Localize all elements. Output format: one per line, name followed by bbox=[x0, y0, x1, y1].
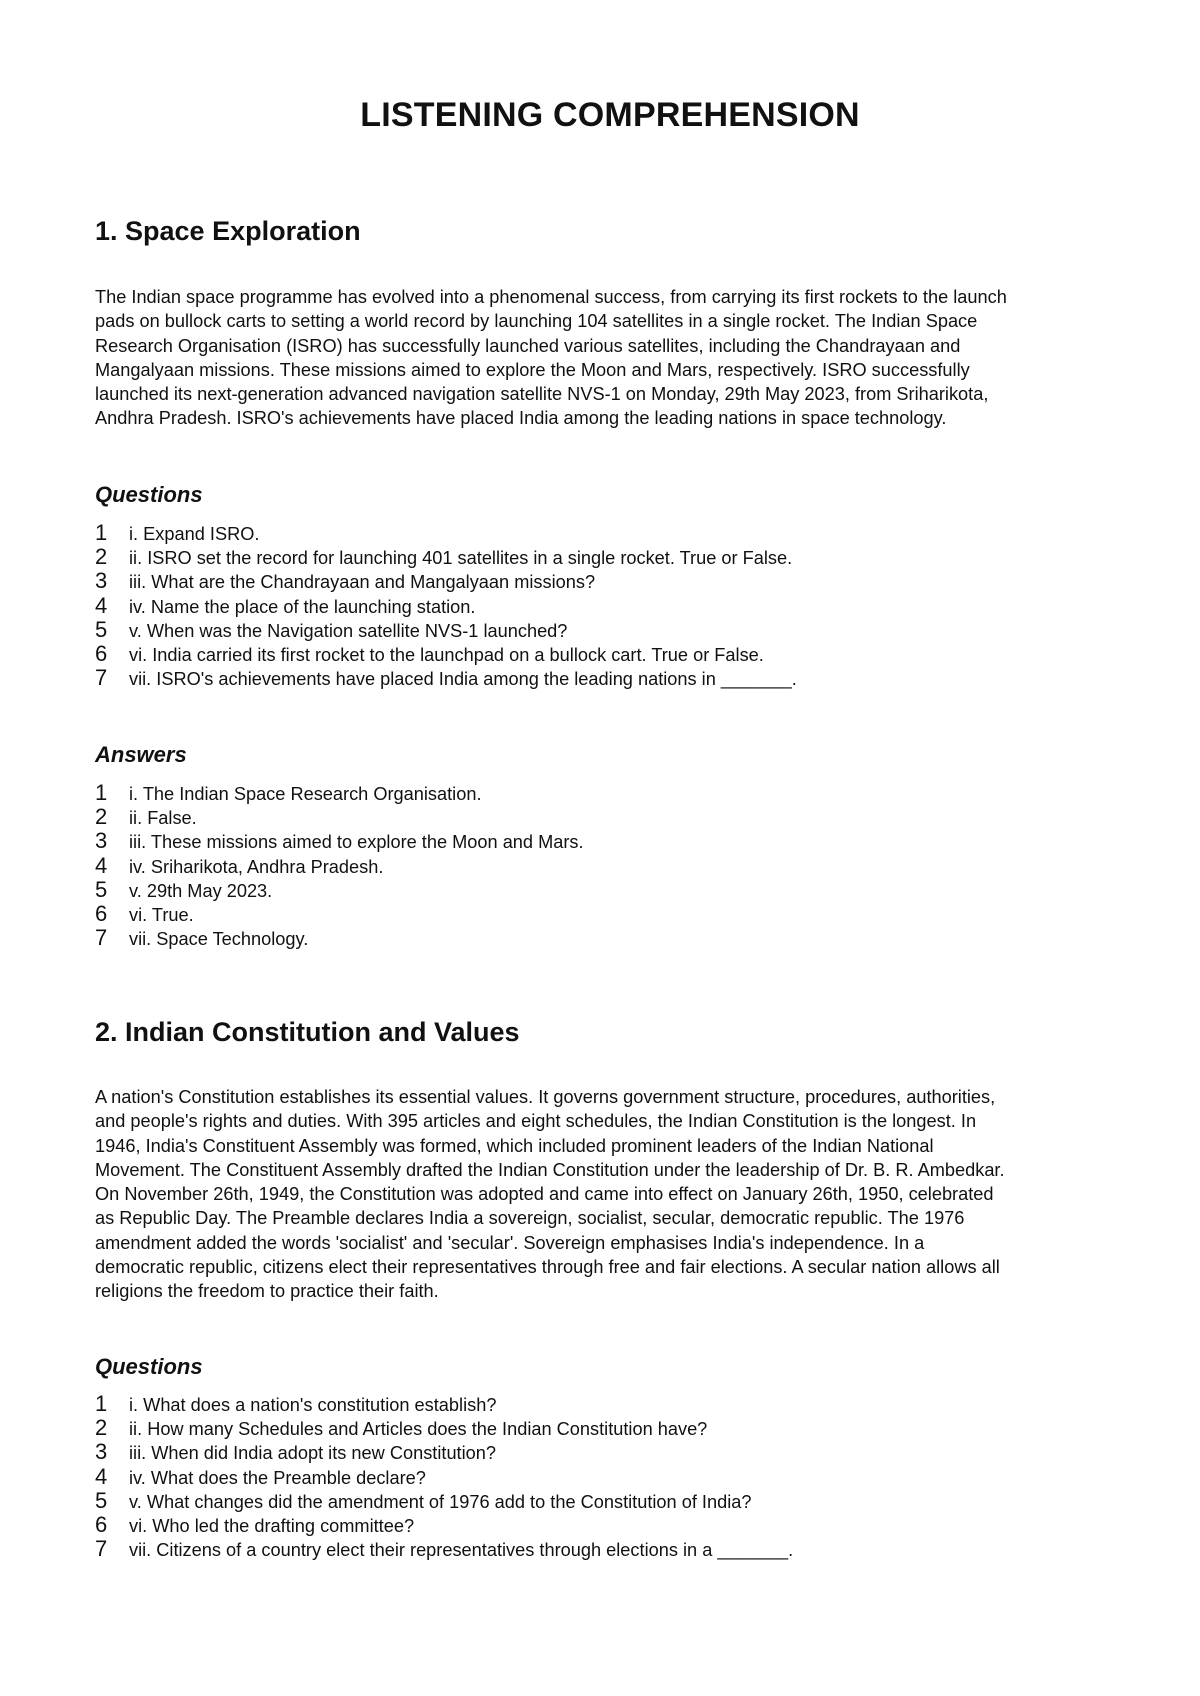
paragraph-line: The Indian space programme has evolved into a phenomenal success, from carrying its first rockets to the launch bbox=[95, 287, 1007, 307]
item-number: 4 bbox=[95, 852, 108, 878]
item-text: iii. What are the Chandrayaan and Mangalyaan missions? bbox=[129, 572, 596, 593]
item-number: 4 bbox=[95, 1463, 108, 1489]
section-1-heading: 1. Space Exploration bbox=[95, 216, 361, 246]
paragraph-line: launched its next-generation advanced navigation satellite NVS-1 on Monday, 29th May 2023, from Sriharikota, bbox=[95, 384, 989, 405]
list-item bbox=[95, 1489, 1125, 1513]
list-item bbox=[95, 781, 1125, 805]
item-text: iv. Name the place of the launching station. bbox=[129, 596, 476, 617]
item-text: i. What does a nation's constitution establish? bbox=[129, 1395, 497, 1415]
item-text: i. The Indian Space Research Organisation. bbox=[129, 784, 482, 804]
paragraph-line: Mangalyaan missions. These missions aimed to explore the Moon and Mars, respectively. ISRO successfully bbox=[95, 359, 970, 380]
list-item bbox=[95, 1465, 1125, 1489]
section-1-questions-heading: Questions bbox=[95, 482, 203, 507]
list-item bbox=[95, 1416, 1125, 1440]
item-text: vii. ISRO's achievements have placed India among the leading nations in _______. bbox=[129, 669, 797, 690]
paragraph-line: amendment added the words 'socialist' and 'secular'. Sovereign emphasises India's independence. In a bbox=[95, 1232, 925, 1253]
list-item bbox=[95, 569, 1125, 593]
item-text: iv. What does the Preamble declare? bbox=[129, 1467, 426, 1488]
item-number: 7 bbox=[95, 925, 108, 951]
list-item bbox=[95, 642, 1125, 666]
list-item bbox=[95, 594, 1125, 618]
paragraph-line: democratic republic, citizens elect their representatives through free and fair elections. A secular nation allows all bbox=[95, 1257, 1000, 1278]
item-number: 1 bbox=[95, 1391, 108, 1416]
list-item bbox=[95, 854, 1125, 878]
section-1-questions-list bbox=[95, 521, 1125, 690]
paragraph-line: and people's rights and duties. With 395 articles and eight schedules, the Indian Constitution is the longest. In bbox=[95, 1111, 977, 1132]
item-text: vii. Citizens of a country elect their representatives through elections in a _______. bbox=[129, 1540, 794, 1561]
item-text: vi. India carried its first rocket to the launchpad on a bullock cart. True or False. bbox=[129, 644, 764, 665]
item-text: iii. When did India adopt its new Constitution? bbox=[129, 1443, 496, 1464]
paragraph-line: religions the freedom to practice their faith. bbox=[95, 1281, 439, 1302]
item-number: 7 bbox=[95, 665, 108, 691]
item-number: 3 bbox=[95, 568, 108, 594]
item-number: 7 bbox=[95, 1536, 108, 1562]
list-item bbox=[95, 1513, 1125, 1537]
item-number: 6 bbox=[95, 1511, 108, 1537]
item-number: 5 bbox=[95, 876, 108, 902]
item-number: 1 bbox=[95, 780, 108, 805]
item-text: v. When was the Navigation satellite NVS-1 launched? bbox=[129, 620, 568, 641]
item-number: 5 bbox=[95, 1487, 108, 1513]
paragraph-line: 1946, India's Constituent Assembly was formed, which included prominent leaders of the Indian National bbox=[95, 1135, 934, 1156]
paragraph-line: A nation's Constitution establishes its essential values. It governs government structure, procedures, authorities, bbox=[95, 1087, 996, 1107]
item-number: 2 bbox=[95, 1415, 108, 1441]
section-1-answers-list bbox=[95, 781, 1125, 950]
item-text: vii. Space Technology. bbox=[129, 929, 309, 950]
paragraph-line: as Republic Day. The Preamble declares India a sovereign, socialist, secular, democratic republic. The 1976 bbox=[95, 1208, 965, 1229]
section-1-answers-heading: Answers bbox=[95, 742, 187, 767]
item-text: i. Expand ISRO. bbox=[129, 524, 260, 544]
item-number: 5 bbox=[95, 616, 108, 642]
paragraph-line: On November 26th, 1949, the Constitution was adopted and came into effect on January 26th, 1950, celebrated bbox=[95, 1184, 994, 1205]
item-number: 3 bbox=[95, 1439, 108, 1465]
item-text: v. 29th May 2023. bbox=[129, 880, 273, 901]
item-text: iv. Sriharikota, Andhra Pradesh. bbox=[129, 856, 384, 877]
item-text: vi. Who led the drafting committee? bbox=[129, 1515, 415, 1536]
list-item bbox=[95, 521, 1125, 545]
paragraph-line: pads on bullock carts to setting a world record by launching 104 satellites in a single rocket. The Indian Space bbox=[95, 311, 978, 332]
section-1-paragraph bbox=[95, 285, 1125, 431]
item-number: 4 bbox=[95, 592, 108, 618]
list-item bbox=[95, 1537, 1125, 1561]
list-item bbox=[95, 666, 1125, 690]
list-item bbox=[95, 1440, 1125, 1464]
list-item bbox=[95, 618, 1125, 642]
list-item bbox=[95, 1392, 1125, 1416]
item-text: ii. How many Schedules and Articles does the Indian Constitution have? bbox=[129, 1419, 708, 1440]
paragraph-line: Research Organisation (ISRO) has successfully launched various satellites, including the Chandrayaan and bbox=[95, 335, 961, 356]
item-text: vi. True. bbox=[129, 904, 194, 925]
section-2-paragraph bbox=[95, 1085, 1125, 1304]
list-item bbox=[95, 545, 1125, 569]
section-2-heading: 2. Indian Constitution and Values bbox=[95, 1017, 520, 1047]
section-2-questions-list bbox=[95, 1392, 1125, 1561]
list-item bbox=[95, 902, 1125, 926]
item-text: ii. ISRO set the record for launching 401 satellites in a single rocket. True or False. bbox=[129, 548, 793, 569]
list-item bbox=[95, 878, 1125, 902]
paragraph-line: Andhra Pradesh. ISRO's achievements have placed India among the leading nations in space technology. bbox=[95, 408, 947, 429]
item-text: v. What changes did the amendment of 1976 add to the Constitution of India? bbox=[129, 1491, 752, 1512]
paragraph-line: Movement. The Constituent Assembly drafted the Indian Constitution under the leadership of Dr. B. R. Ambedkar. bbox=[95, 1159, 1005, 1180]
list-item bbox=[95, 805, 1125, 829]
item-number: 6 bbox=[95, 900, 108, 926]
item-number: 6 bbox=[95, 640, 108, 666]
item-number: 1 bbox=[95, 520, 108, 545]
item-number: 3 bbox=[95, 828, 108, 854]
list-item bbox=[95, 829, 1125, 853]
item-text: ii. False. bbox=[129, 808, 197, 829]
list-item bbox=[95, 926, 1125, 950]
section-2-questions-heading: Questions bbox=[95, 1354, 203, 1379]
document-title: LISTENING COMPREHENSION bbox=[360, 96, 860, 134]
item-number: 2 bbox=[95, 544, 108, 570]
item-number: 2 bbox=[95, 804, 108, 830]
item-text: iii. These missions aimed to explore the Moon and Mars. bbox=[129, 832, 584, 853]
